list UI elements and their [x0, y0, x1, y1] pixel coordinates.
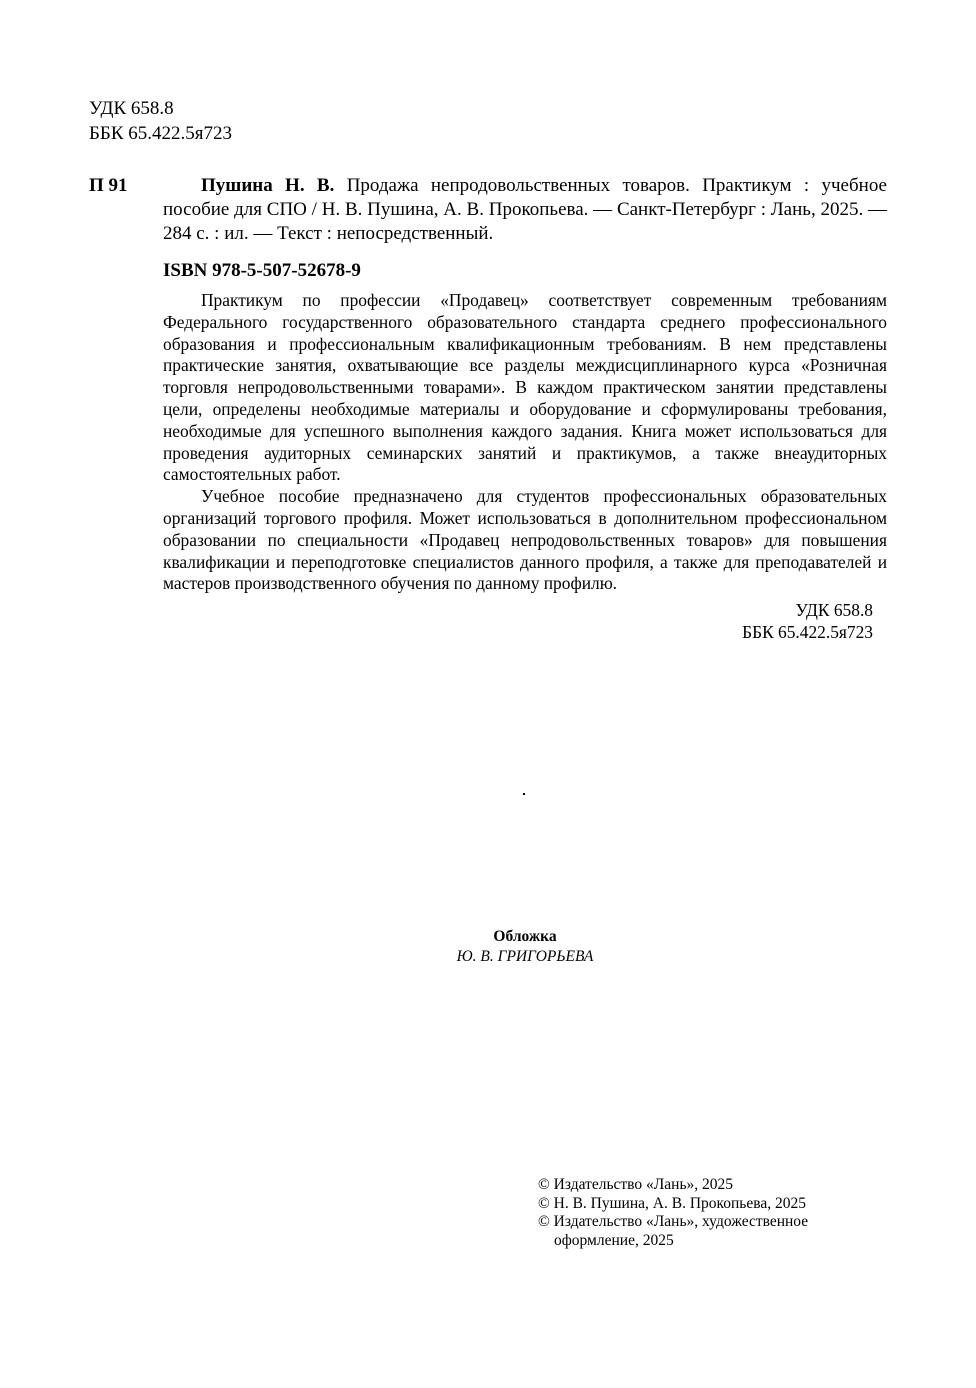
cover-artist: Ю. В. ГРИГОРЬЕВА	[456, 948, 594, 965]
abstract	[163, 290, 887, 595]
abstract-paragraph: Практикум по профессии «Продавец» соответствует современным требованиям Федерального государственного образовательного стандарта среднего профессионального образования и профессиональным квалификационным требованиям. В нем представлены практические занятия, охватывающие все разделы междисциплинарного курса «Розничная торговля непродовольственными товарами». В каждом практическом занятии представлены цели, определены необходимые материалы и оборудование и сформулированы требования, необходимые для успешного выполнения каждого задания. Книга может использоваться для проведения аудиторных семинарских занятий и практикумов, а также внеаудиторных самостоятельных работ.	[163, 290, 887, 485]
classification-codes-bottom	[700, 599, 873, 643]
copyright-block	[538, 1176, 848, 1250]
cover-credit	[400, 927, 650, 967]
isbn: ISBN 978-5-507-52678-9	[163, 260, 361, 281]
bbk-code: ББК 65.422.5я723	[742, 622, 873, 642]
copyright-line: © Издательство «Лань», 2025	[538, 1176, 734, 1193]
record-description: Продажа непродовольственных товаров. Практикум : учебное пособие для СПО / Н. В. Пушина, А. В. Прокопьева. — Санкт-Петербург : Лань, 2025. — 284 с. : ил. — Текст : непосредственный.	[163, 175, 887, 244]
classification-codes-top	[89, 96, 232, 146]
udk-code: УДК 658.8	[795, 600, 873, 620]
copyright-line: © Н. В. Пушина, А. В. Прокопьева, 2025	[538, 1194, 806, 1212]
record-author: Пушина Н. В.	[201, 175, 335, 196]
bibliographic-record	[163, 174, 887, 246]
cover-label: Обложка	[493, 928, 557, 945]
abstract-paragraph: Учебное пособие предназначено для студентов профессиональных образовательных организаций торгового профиля. Может использоваться в дополнительном профессиональном образовании по специальности «Продавец непродовольственных товаров» для повышения квалификации и переподготовке специалистов данного профиля, а также для преподавателей и мастеров производственного обучения по данному профилю.	[163, 486, 887, 594]
copyright-line: © Издательство «Лань», художественное оформление, 2025	[538, 1213, 809, 1249]
bbk-code: ББК 65.422.5я723	[89, 123, 232, 144]
udk-code: УДК 658.8	[89, 98, 174, 119]
stray-dot	[523, 793, 525, 795]
author-sign: П 91	[89, 175, 128, 196]
